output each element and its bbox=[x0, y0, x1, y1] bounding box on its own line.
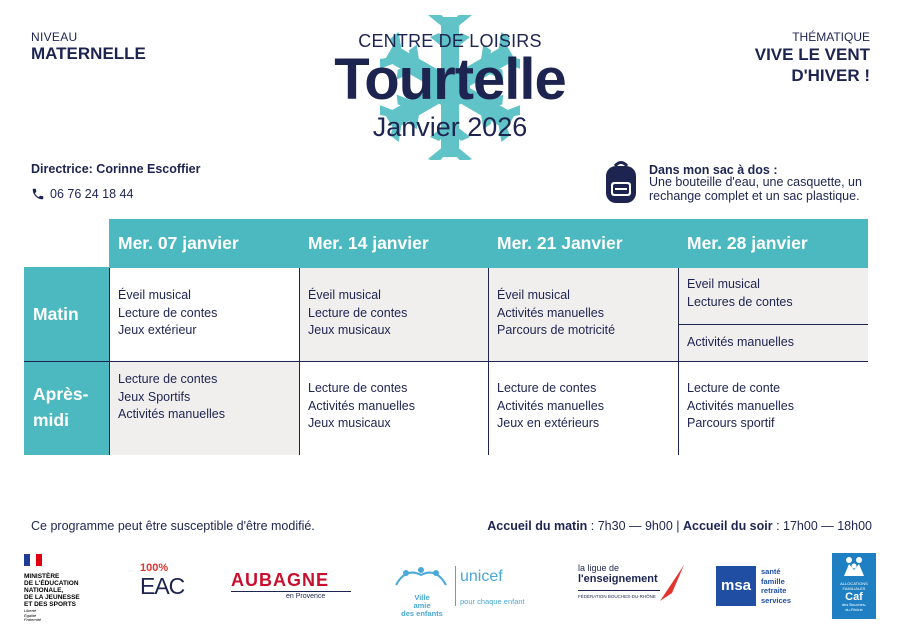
evening-hours: : 17h00 — 18h00 bbox=[772, 519, 872, 533]
ministere-logo bbox=[24, 553, 102, 623]
activity: Activités manuelles bbox=[497, 398, 604, 413]
activity: Jeux extérieur bbox=[118, 323, 197, 338]
schedule-cell bbox=[299, 267, 488, 361]
ministere-line: DE L'ÉDUCATION bbox=[24, 580, 79, 587]
bag-title: Dans mon sac à dos : bbox=[649, 163, 778, 177]
family-icon bbox=[841, 555, 867, 577]
page-title: Tourtelle bbox=[334, 47, 566, 112]
phone-row bbox=[31, 187, 133, 201]
evening-label: Accueil du soir bbox=[683, 519, 773, 533]
ligue-top: la ligue de bbox=[578, 563, 620, 573]
phone-icon bbox=[31, 187, 45, 201]
activity: Lecture de contes bbox=[497, 381, 597, 395]
activity: Jeux musicaux bbox=[308, 323, 391, 338]
caf-line: FAMILIALES bbox=[842, 585, 866, 591]
schedule-cell bbox=[488, 267, 678, 361]
column-header: Mer. 28 janvier bbox=[678, 219, 868, 267]
ligue-logo bbox=[578, 563, 688, 613]
activity: Éveil musical bbox=[118, 288, 191, 302]
ministere-line: NATIONALE, bbox=[24, 587, 64, 594]
unicef-text: unicef bbox=[460, 568, 503, 585]
level-label: NIVEAU bbox=[31, 30, 78, 44]
eac-text: EAC bbox=[140, 573, 185, 599]
msa-mark: msa bbox=[716, 566, 756, 606]
activity: Activités manuelles bbox=[497, 305, 604, 320]
ligue-sub: FÉDÉRATION BOUCHES-DU-RHÔNE bbox=[578, 594, 656, 599]
center-label: CENTRE DE LOISIRS bbox=[358, 31, 542, 51]
caf-line: du-Rhône bbox=[845, 606, 863, 612]
activity: Éveil musical bbox=[308, 288, 381, 302]
schedule-cell bbox=[678, 324, 868, 361]
motto-line: Égalité bbox=[24, 612, 37, 618]
column-header: Mer. 14 janvier bbox=[299, 219, 488, 267]
opening-hours bbox=[487, 519, 872, 533]
activity: Activités manuelles bbox=[687, 398, 794, 413]
disclaimer-note: Ce programme peut être susceptible d'être modifié. bbox=[31, 519, 315, 533]
grid-line bbox=[24, 361, 868, 362]
page-subtitle: Janvier 2026 bbox=[372, 112, 528, 142]
caf-line: ALLOCATIONS bbox=[840, 581, 868, 586]
activity: Lecture de contes bbox=[118, 305, 218, 320]
caf-line: des Bouches- bbox=[841, 602, 867, 607]
schedule-cell bbox=[678, 267, 868, 324]
schedule-table bbox=[24, 219, 868, 455]
eac-percent: 100% bbox=[140, 562, 169, 574]
director-name: Directrice: Corinne Escoffier bbox=[31, 162, 201, 176]
ville-line: des enfants bbox=[401, 609, 443, 618]
schedule-cell bbox=[109, 361, 299, 455]
schedule-cell bbox=[488, 361, 678, 455]
activity: Activités manuelles bbox=[118, 407, 225, 422]
column-header: Mer. 21 Janvier bbox=[488, 219, 678, 267]
bag-text: Une bouteille d'eau, une casquette, un rechange complet et un sac plastique. bbox=[649, 175, 862, 203]
caf-logo bbox=[832, 553, 876, 619]
activity: Jeux en extérieurs bbox=[497, 416, 600, 431]
activity: Lecture de contes bbox=[118, 372, 218, 386]
activity: Éveil musical bbox=[497, 288, 570, 302]
activity: Eveil musical bbox=[687, 277, 760, 291]
morning-hours: : 7h30 — 9h00 | bbox=[587, 519, 683, 533]
msa-line: santé bbox=[761, 567, 781, 576]
activity: Jeux musicaux bbox=[308, 416, 391, 431]
activity: Lectures de contes bbox=[687, 294, 793, 309]
caf-main: Caf bbox=[845, 591, 863, 603]
theme-label: THÉMATIQUE bbox=[792, 30, 870, 44]
schedule-cell bbox=[678, 361, 868, 455]
activity: Lecture de contes bbox=[308, 305, 408, 320]
msa-line: retraite bbox=[761, 586, 787, 595]
eac-logo bbox=[140, 562, 184, 606]
divider bbox=[231, 591, 351, 592]
ville-amie-logo bbox=[392, 565, 452, 618]
msa-logo bbox=[716, 566, 802, 606]
column-header: Mer. 07 janvier bbox=[109, 219, 299, 267]
activity: Lecture de conte bbox=[687, 381, 781, 395]
backpack-icon bbox=[604, 160, 638, 204]
motto-line: Liberté bbox=[24, 608, 37, 613]
ligue-mark-icon bbox=[658, 563, 686, 603]
children-icon bbox=[392, 565, 450, 589]
ministere-line: ET DES SPORTS bbox=[24, 601, 77, 608]
divider bbox=[455, 566, 456, 606]
activity: Activités manuelles bbox=[308, 398, 415, 413]
level-value: MATERNELLE bbox=[31, 44, 146, 63]
grid-line bbox=[24, 267, 868, 268]
unicef-sub: pour chaque enfant bbox=[460, 597, 525, 606]
theme-value: VIVE LE VENT D'HIVER ! bbox=[754, 45, 870, 85]
divider bbox=[578, 590, 660, 591]
motto-line: Fraternité bbox=[24, 617, 42, 622]
aubagne-logo bbox=[231, 570, 351, 604]
activity: Activités manuelles bbox=[687, 335, 794, 349]
activity: Lecture de contes bbox=[308, 381, 408, 395]
phone-number: 06 76 24 18 44 bbox=[50, 187, 134, 201]
ville-line: amie bbox=[413, 601, 431, 610]
ministere-line: DE LA JEUNESSE bbox=[24, 594, 80, 601]
ville-line: Ville bbox=[414, 593, 430, 602]
ligue-main: l'enseignement bbox=[578, 573, 658, 585]
schedule-cell bbox=[299, 361, 488, 455]
schedule-cell bbox=[109, 267, 299, 361]
aubagne-text: AUBAGNE bbox=[231, 570, 330, 590]
msa-line: services bbox=[761, 595, 792, 605]
unicef-logo bbox=[460, 568, 540, 608]
activity: Parcours sportif bbox=[687, 416, 775, 431]
morning-label: Accueil du matin bbox=[487, 519, 588, 533]
grid-line bbox=[678, 324, 868, 325]
activity: Parcours de motricité bbox=[497, 323, 616, 338]
row-header-afternoon: Après-midi bbox=[24, 361, 109, 455]
row-header-morning: Matin bbox=[24, 267, 109, 361]
msa-line: famille bbox=[761, 576, 785, 586]
aubagne-sub: en Provence bbox=[286, 593, 326, 600]
activity: Jeux Sportifs bbox=[118, 389, 191, 404]
flag-icon bbox=[24, 554, 42, 566]
ministere-line: MINISTÈRE bbox=[24, 573, 60, 580]
